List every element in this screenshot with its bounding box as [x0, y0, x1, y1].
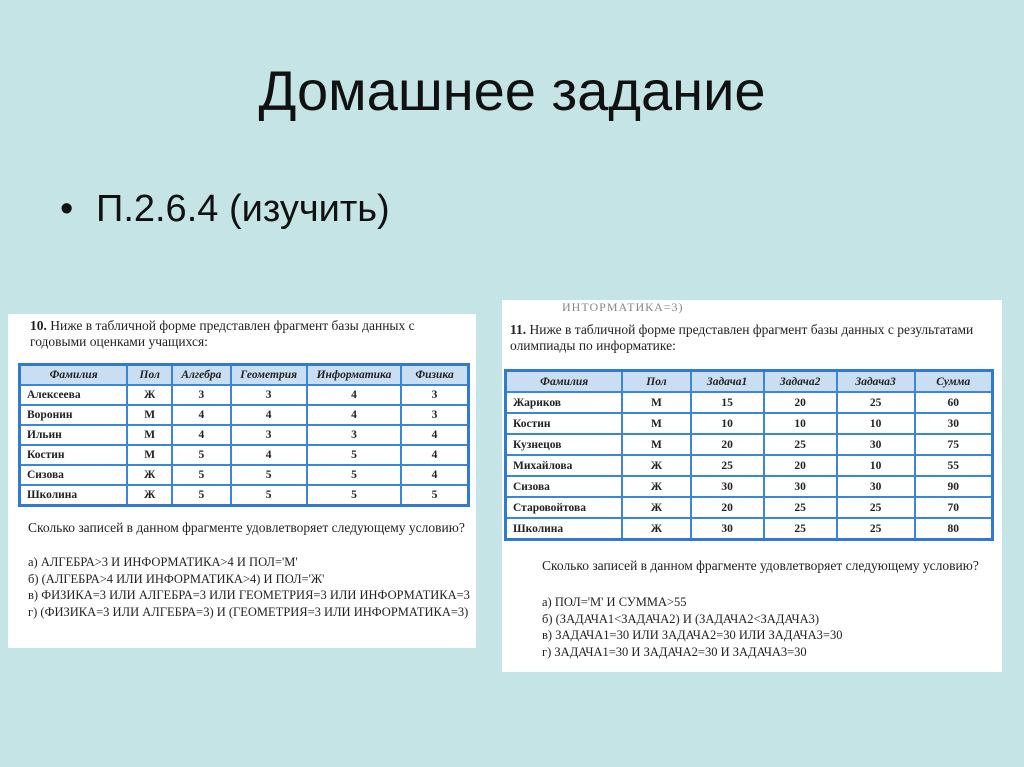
cell-value: 80: [915, 518, 993, 540]
cell-value: 30: [837, 476, 915, 497]
bullet-marker: •: [60, 188, 74, 230]
cell-value: 60: [915, 392, 993, 413]
cell-value: 55: [915, 455, 993, 476]
cell-name: Костин: [20, 445, 128, 465]
cell-value: 20: [691, 434, 764, 455]
task10-intro: [30, 318, 470, 350]
task11-table: [504, 369, 994, 541]
table-row: [506, 413, 993, 434]
column-header: Задача2: [764, 371, 837, 393]
cell-value: 10: [837, 455, 915, 476]
cell-value: М: [127, 405, 172, 425]
cell-value: 4: [401, 425, 468, 445]
task11-number: 11.: [510, 322, 527, 337]
option-d: г) (ФИЗИКА=3 ИЛИ АЛГЕБРА=3) И (ГЕОМЕТРИЯ=3 ИЛИ ИНФОРМАТИКА=3): [28, 604, 469, 619]
cell-value: 4: [172, 405, 230, 425]
column-header: Сумма: [915, 371, 993, 393]
option-a: а) АЛГЕБРА>3 И ИНФОРМАТИКА>4 И ПОЛ='М': [28, 555, 298, 569]
cell-value: 25: [691, 455, 764, 476]
cell-value: М: [622, 434, 690, 455]
column-header: Пол: [127, 365, 172, 386]
cell-value: 5: [172, 465, 230, 485]
cell-value: 20: [764, 392, 837, 413]
task10-number: 10.: [30, 318, 47, 333]
task11-intro: [510, 322, 996, 354]
cell-name: Костин: [506, 413, 623, 434]
cell-name: Школина: [506, 518, 623, 540]
table-row: [506, 476, 993, 497]
table-row: [506, 392, 993, 413]
cell-value: 4: [307, 405, 401, 425]
task11-intro-text: Ниже в табличной форме представлен фрагмент базы данных с результатами олимпиады по информатике:: [510, 322, 974, 353]
cell-value: 90: [915, 476, 993, 497]
cell-value: 3: [307, 425, 401, 445]
cell-value: Ж: [127, 385, 172, 405]
cell-value: 15: [691, 392, 764, 413]
cell-value: 30: [915, 413, 993, 434]
cell-value: 5: [172, 445, 230, 465]
cell-name: Старовойтова: [506, 497, 623, 518]
cell-value: 10: [764, 413, 837, 434]
cell-name: Ильин: [20, 425, 128, 445]
cell-value: 5: [307, 465, 401, 485]
table-row: [506, 455, 993, 476]
column-header: Алгебра: [172, 365, 230, 386]
cell-value: 20: [764, 455, 837, 476]
bullet-text: П.2.6.4 (изучить): [96, 188, 390, 230]
column-header: Задача1: [691, 371, 764, 393]
option-b: б) (АЛГЕБРА>4 ИЛИ ИНФОРМАТИКА>4) И ПОЛ='Ж': [28, 571, 325, 586]
cell-value: 5: [231, 485, 307, 506]
cell-value: 20: [691, 497, 764, 518]
cell-value: 25: [837, 392, 915, 413]
column-header: Информатика: [307, 365, 401, 386]
cell-value: 10: [837, 413, 915, 434]
cell-value: 5: [307, 445, 401, 465]
cell-value: Ж: [622, 455, 690, 476]
cell-value: 4: [401, 445, 468, 465]
cell-name: Школина: [20, 485, 128, 506]
option-b: б) (ЗАДАЧА1<ЗАДАЧА2) И (ЗАДАЧА2<ЗАДАЧА3): [542, 611, 820, 626]
column-header: Задача3: [837, 371, 915, 393]
table-row: [20, 385, 469, 405]
cell-value: М: [622, 392, 690, 413]
cell-value: 3: [401, 385, 468, 405]
cell-value: 5: [172, 485, 230, 506]
column-header: Физика: [401, 365, 468, 386]
bullet-item: [60, 188, 390, 231]
column-header: Фамилия: [506, 371, 623, 393]
cell-value: 5: [307, 485, 401, 506]
cell-value: 25: [837, 518, 915, 540]
table-row: [506, 518, 993, 540]
cell-value: Ж: [127, 465, 172, 485]
option-d: г) ЗАДАЧА1=30 И ЗАДАЧА2=30 И ЗАДАЧА3=30: [542, 644, 807, 659]
cell-value: Ж: [622, 518, 690, 540]
cell-name: Жариков: [506, 392, 623, 413]
cell-value: 4: [231, 405, 307, 425]
cell-value: 4: [231, 445, 307, 465]
cell-name: Алексеева: [20, 385, 128, 405]
table-row: [506, 434, 993, 455]
column-header: Пол: [622, 371, 690, 393]
cell-value: 3: [401, 405, 468, 425]
cell-value: 3: [231, 385, 307, 405]
cell-name: Михайлова: [506, 455, 623, 476]
task11-cut-text: ИНТОРМАТИКА=3): [562, 300, 684, 314]
table-row: [506, 497, 993, 518]
cell-value: 4: [401, 465, 468, 485]
cell-name: Сизова: [20, 465, 128, 485]
cell-value: Ж: [622, 497, 690, 518]
cell-value: 25: [764, 434, 837, 455]
cell-value: 70: [915, 497, 993, 518]
cell-value: 25: [764, 497, 837, 518]
task10-question: Сколько записей в данном фрагменте удовлетворяет следующему условию?: [28, 520, 465, 535]
cell-value: 30: [691, 518, 764, 540]
table-row: [20, 445, 469, 465]
column-header: Геометрия: [231, 365, 307, 386]
cell-value: 4: [172, 425, 230, 445]
option-c: в) ФИЗИКА=3 ИЛИ АЛГЕБРА=3 ИЛИ ГЕОМЕТРИЯ=3 ИЛИ ИНФОРМАТИКА=3: [28, 588, 470, 602]
cell-value: 3: [231, 425, 307, 445]
cell-name: Кузнецов: [506, 434, 623, 455]
cell-value: М: [622, 413, 690, 434]
cell-value: 5: [231, 465, 307, 485]
option-a: а) ПОЛ='М' И СУММА>55: [542, 595, 687, 609]
cell-value: 4: [307, 385, 401, 405]
cell-name: Сизова: [506, 476, 623, 497]
table-row: [20, 465, 469, 485]
cell-value: 3: [172, 385, 230, 405]
task10-options: [28, 554, 473, 620]
task11-options: [542, 594, 997, 660]
table-row: [20, 425, 469, 445]
cell-value: 30: [764, 476, 837, 497]
table-row: [20, 485, 469, 506]
slide-title: Домашнее задание: [258, 59, 766, 122]
cell-value: Ж: [622, 476, 690, 497]
cell-value: 25: [764, 518, 837, 540]
cell-value: 5: [401, 485, 468, 506]
cell-value: 30: [837, 434, 915, 455]
task10-intro-text: Ниже в табличной форме представлен фрагмент базы данных с годовыми оценками учащихся:: [30, 318, 415, 349]
cell-value: 25: [837, 497, 915, 518]
option-c: в) ЗАДАЧА1=30 ИЛИ ЗАДАЧА2=30 ИЛИ ЗАДАЧА3=30: [542, 628, 843, 642]
cell-value: 30: [691, 476, 764, 497]
task11-question: Сколько записей в данном фрагменте удовлетворяет следующему условию?: [542, 558, 979, 573]
table-row: [20, 405, 469, 425]
cell-value: 10: [691, 413, 764, 434]
column-header: Фамилия: [20, 365, 128, 386]
cell-value: М: [127, 425, 172, 445]
cell-value: 75: [915, 434, 993, 455]
cell-value: М: [127, 445, 172, 465]
task10-scan: [8, 314, 476, 648]
cell-name: Воронин: [20, 405, 128, 425]
cell-value: Ж: [127, 485, 172, 506]
task10-table: [18, 363, 470, 507]
task11-scan: [502, 300, 1002, 672]
